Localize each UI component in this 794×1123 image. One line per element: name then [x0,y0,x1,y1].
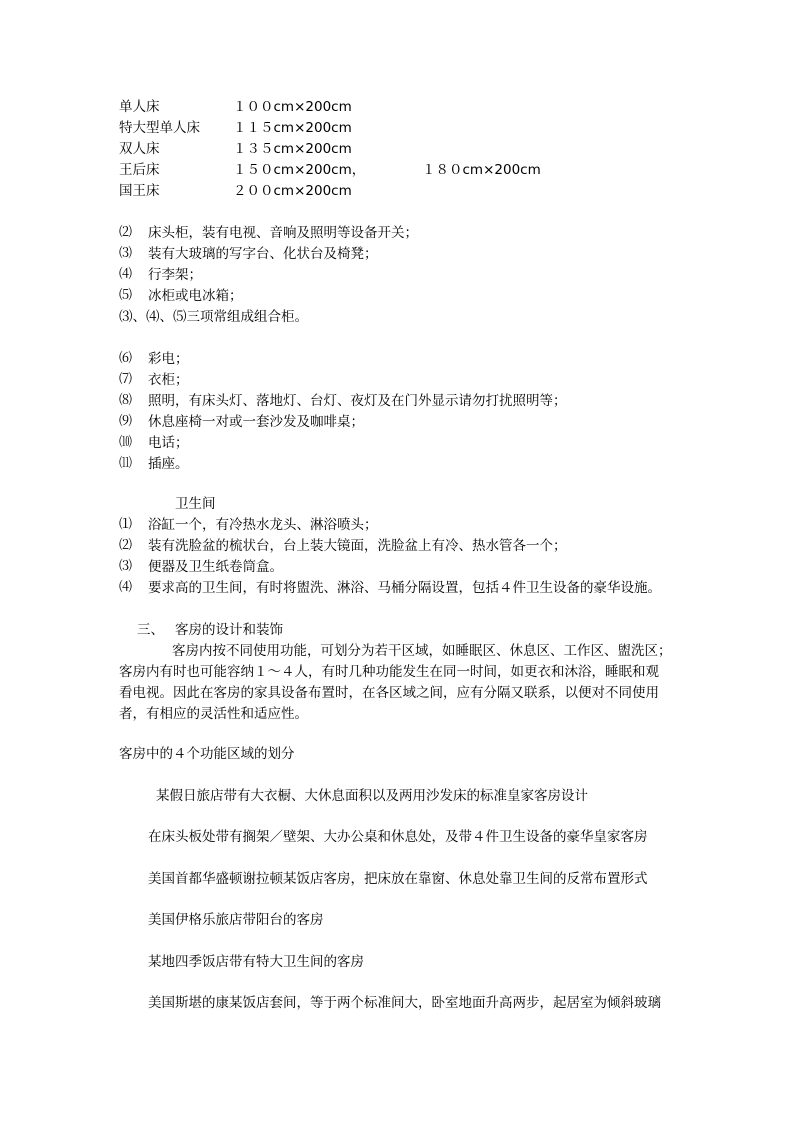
list-number: ⑵ [119,538,133,553]
zones-heading: 客房中的４个功能区域的划分 [119,746,295,762]
list-text: 要求高的卫生间，有时将盥洗、淋浴、马桶分隔设置，包括４件卫生设备的豪华设施。 [148,580,661,596]
paragraph-line: 客房内按不同使用功能，可划分为若干区域，如睡眠区、休息区、工作区、盥洗区； [172,643,672,659]
bed-name: 王后床 [119,162,160,178]
bed-size: １００cm×200cm [233,99,352,115]
bed-size: ２００cm×200cm [233,183,352,199]
list-text: 衣柜； [148,372,189,388]
list-number: ⑸ [119,288,133,303]
figure-caption: 某地四季饭店带有特大卫生间的客房 [148,954,364,970]
list-number: ⑼ [119,414,133,429]
list-text: 彩电； [148,351,189,367]
list-text: 装有洗脸盆的梳状台，台上装大镜面，洗脸盆上有冷、热水管各一个； [148,538,567,554]
figure-caption: 美国首都华盛顿谢拉顿某饭店客房，把床放在靠窗、休息处靠卫生间的反常布置形式 [148,871,648,887]
bed-name: 国王床 [119,183,160,199]
list-number: ⑻ [119,393,133,408]
list-text: 浴缸一个，有冷热水龙头、淋浴喷头； [148,517,378,533]
list-number: ⑵ [119,225,133,240]
list-number: ⑽ [119,435,133,450]
paragraph-line: 看电视。因此在客房的家具设备布置时，在各区域之间，应有分隔又联系，以便对不同使用 [119,685,659,701]
list-text: 行李架； [148,267,202,283]
bed-name: 单人床 [119,99,160,115]
section-number: 三、 [137,622,164,638]
section-title: 客房的设计和装饰 [175,622,283,638]
paragraph-line: 客房内有时也可能容纳１～４人，有时几种功能发生在同一时间，如更衣和沐浴，睡眠和观 [119,664,659,680]
list-text: 床头柜，装有电视、音响及照明等设备开关； [148,225,418,241]
list-text: 冰柜或电冰箱； [148,288,243,304]
list-number: ⑶ [119,559,133,574]
figure-caption: 在床头板处带有搁架／壁架、大办公桌和休息处，及带４件卫生设备的豪华皇家客房 [148,829,648,845]
list-number: ⑶ [119,246,133,261]
list-number: ⑹ [119,351,133,366]
list-number: ⑷ [119,580,133,595]
paragraph-line: 者，有相应的灵活性和适应性。 [119,706,308,722]
bed-name: 双人床 [119,141,160,157]
list-number: ⑴ [119,517,133,532]
list-text: 便器及卫生纸卷筒盒。 [148,559,283,575]
figure-caption: 美国伊格乐旅店带阳台的客房 [148,912,324,928]
list-text: 电话； [148,435,189,451]
bathroom-heading: 卫生间 [175,496,216,512]
bed-name: 特大型单人床 [119,120,200,136]
list-text: 插座。 [148,456,189,472]
figure-caption: 美国斯堪的康某饭店套间，等于两个标准间大，卧室地面升高两步，起居室为倾斜玻璃 [148,995,661,1011]
figure-caption: 某假日旅店带有大衣橱、大休息面积以及两用沙发床的标准皇家客房设计 [156,788,588,804]
list-number: ⑷ [119,267,133,282]
bed-size: １５０cm×200cm， [233,162,366,178]
list-number: ⑺ [119,372,133,387]
bed-size: １３５cm×200cm [233,141,352,157]
list-text: 照明，有床头灯、落地灯、台灯、夜灯及在门外显示请勿打扰照明等； [148,393,567,409]
list-number: ⑾ [119,456,133,471]
bed-size-alt: １８０cm×200cm [422,162,541,178]
list-text: 装有大玻璃的写字台、化状台及椅凳； [148,246,378,262]
bed-size: １１５cm×200cm [233,120,352,136]
list-note: ⑶、⑷、⑸三项常组成组合柜。 [119,309,308,325]
list-text: 休息座椅一对或一套沙发及咖啡桌； [148,414,364,430]
